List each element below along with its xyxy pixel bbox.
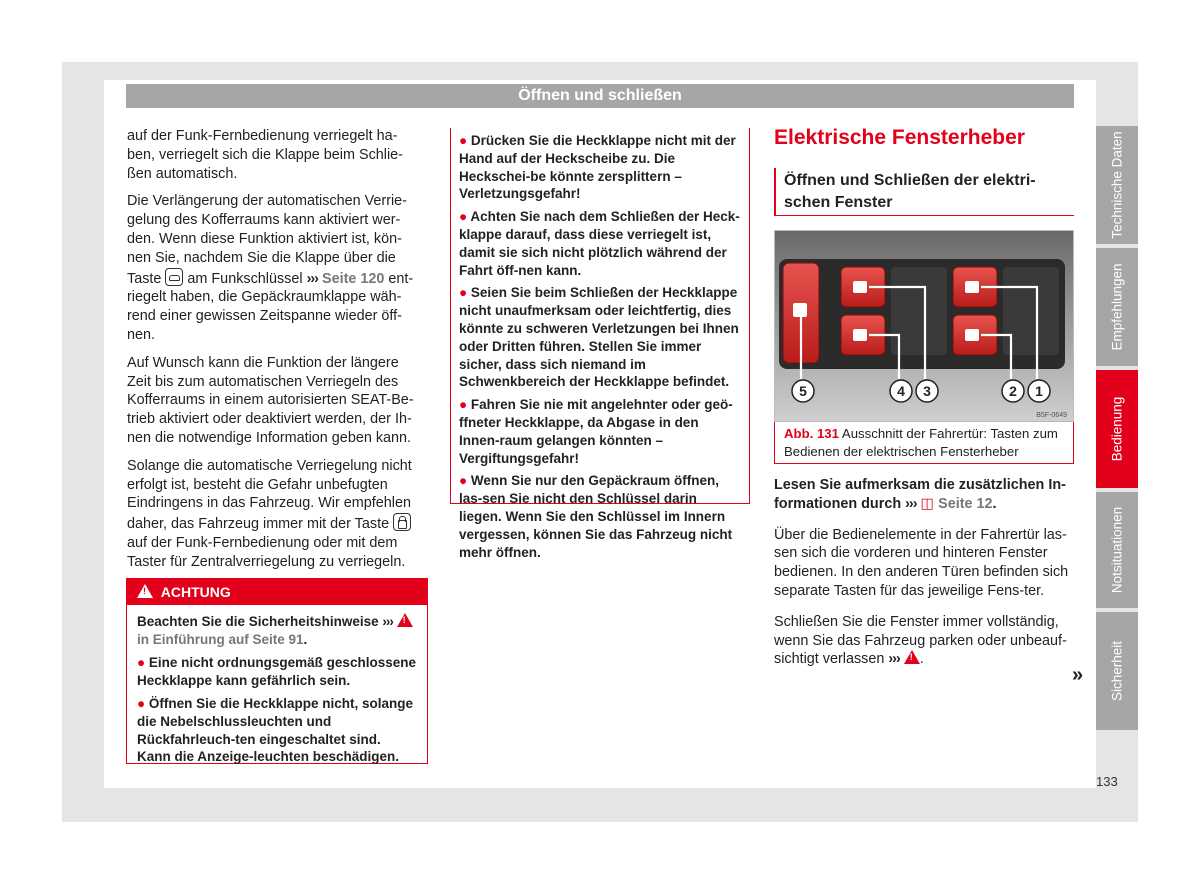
page-link[interactable]: Seite 120	[321, 270, 385, 287]
text: Solange die automatische Verriegelung nicht erfolgt ist, besteht die Gefahr unbefugten Eindringens in das Fahrzeug. Wir empfehlen daher, das Fahrzeug immer mit der Taste	[127, 457, 412, 533]
text: .	[303, 631, 308, 647]
figure-caption	[774, 422, 1074, 464]
paragraph	[774, 613, 1074, 669]
warning-bullet	[459, 472, 741, 561]
warning-triangle-icon	[904, 650, 920, 664]
text: .	[919, 651, 924, 668]
bullet-icon: ●	[459, 285, 468, 301]
bullet-icon: ●	[459, 473, 468, 489]
text: in	[137, 631, 149, 647]
chapter-title: Elektrische Fensterheber	[774, 126, 1025, 149]
text: ent-riegelt haben, die Gepäckraumklappe wäh-rend einer gewissen Zeitspanne wieder öff-nen.	[127, 270, 414, 343]
bullet-icon: ●	[459, 209, 468, 225]
tab-label: Sicherheit	[1109, 640, 1125, 702]
warning-continuation-box	[450, 128, 750, 560]
figure-number: Abb. 131	[784, 426, 839, 441]
paragraph	[127, 192, 424, 344]
warning-bullet	[137, 654, 417, 689]
page-link[interactable]: Einführung auf Seite 91	[152, 631, 304, 647]
callout-label: 2	[1009, 383, 1017, 399]
callout-label: 4	[897, 383, 905, 399]
column-right-text	[774, 476, 1074, 681]
tab-notsituationen[interactable]	[1096, 492, 1138, 608]
text: Seien Sie beim Schließen der Heckklappe nicht unaufmerksam oder leichtfertig, dies könnte zu schweren Verletzungen bei Ihnen oder Dritten führen. Stellen Sie immer sicher, dass sich niemand im Schwenkbereich der Heckklappe befindet.	[459, 285, 739, 390]
tab-label: Empfehlungen	[1109, 263, 1125, 351]
reference-arrows: ›››	[306, 270, 318, 287]
text: Beachten Sie die Sicherheitshinweise	[137, 614, 379, 629]
page-link[interactable]: Seite 12	[938, 495, 993, 512]
trunk-key-icon	[165, 268, 183, 286]
paragraph: Über die Bedienelemente in der Fahrertür las-sen sich die vorderen und hinteren Fenster bedienen. In den anderen Türen befinden sich separate Tasten für das jeweilige Fens-ter.	[774, 526, 1069, 599]
warning-bullet	[459, 208, 741, 279]
text: Schließen Sie die Fenster immer vollständig, wenn Sie das Fahrzeug parken oder unbeauf-sichtigt verlassen	[774, 613, 1067, 668]
warning-body	[127, 605, 427, 780]
continue-arrow-icon: »	[1072, 664, 1084, 686]
text: Die Verlängerung der automatischen Verrie-gelung des Kofferraums kann aktiviert wer-den. Wenn diese Funktion aktiviert ist, kön-nen Sie, nachdem Sie die Klappe über die Taste	[127, 193, 407, 287]
warning-triangle-icon	[137, 584, 153, 598]
caption-text: Ausschnitt der Fahrertür: Tasten zum Bedienen der elektrischen Fensterheber	[784, 426, 1058, 459]
section-subheading: Öffnen und Schließen der elektri-schen Fenster	[774, 168, 1074, 216]
warning-bullet	[459, 396, 741, 467]
tab-technische-daten[interactable]	[1096, 126, 1138, 244]
text: Fahren Sie nie mit angelehnter oder geö-ffneter Heckklappe, da Abgase in den Innen-raum gelangen könnten – Vergiftungsgefahr!	[459, 397, 733, 466]
warning-title: ACHTUNG	[160, 584, 231, 600]
text: Drücken Sie die Heckklappe nicht mit der Hand auf der Heckscheibe zu. Die Heckschei-be könnte zersplittern – Verletzungsgefahr!	[459, 133, 736, 202]
text: .	[992, 495, 997, 512]
bullet-icon: ●	[137, 655, 146, 671]
warning-triangle-icon	[397, 613, 413, 627]
reference-arrows: ›››	[905, 495, 917, 512]
tab-label: Technische Daten	[1109, 131, 1125, 239]
column-left	[127, 127, 424, 581]
reference-arrows: ›››	[888, 651, 900, 668]
paragraph: Auf Wunsch kann die Funktion der längere Zeit bis zum automatischen Verriegeln des Kofferraums in einem autorisierten SEAT-Be-trieb aktiviert oder deaktiviert werden, der Ih-nen die notwendige Information geben kann.	[127, 354, 414, 446]
tab-empfehlungen[interactable]	[1096, 248, 1138, 366]
callout-label: 5	[799, 383, 807, 399]
page-number: 133	[1096, 774, 1118, 789]
reference-arrows: ›››	[382, 614, 393, 629]
callout-label: 3	[923, 383, 931, 399]
tab-label: Notsituationen	[1109, 506, 1125, 594]
book-icon: ◫	[920, 495, 935, 512]
section-header: Öffnen und schließen	[126, 84, 1074, 108]
warning-intro	[137, 613, 417, 648]
warning-bullet	[459, 284, 741, 391]
warning-bullet	[137, 695, 417, 765]
tab-label: Bedienung	[1109, 396, 1125, 462]
bullet-icon: ●	[459, 133, 468, 148]
paragraph: auf der Funk-Fernbedienung verriegelt ha-ben, verriegelt sich die Klappe beim Schlie-ßen automatisch.	[127, 128, 403, 182]
figure-code: B5F-0649	[1036, 412, 1067, 419]
tab-sicherheit[interactable]	[1096, 612, 1138, 730]
bullet-icon: ●	[137, 696, 146, 712]
lock-key-icon	[393, 513, 411, 531]
text: Eine nicht ordnungsgemäß geschlossene Heckklappe kann gefährlich sein.	[137, 655, 416, 688]
text: auf der Funk-Fernbedienung oder mit dem Taster für Zentralverriegelung zu verriegeln.	[127, 534, 406, 570]
window-switch-illustration	[775, 231, 1073, 421]
bullet-icon: ●	[459, 397, 468, 413]
paragraph	[127, 457, 424, 572]
tab-bedienung[interactable]	[1096, 370, 1138, 488]
warning-header	[127, 579, 427, 605]
text: Öffnen Sie die Heckklappe nicht, solange die Nebelschlussleuchten und Rückfahrleuch-ten eingeschaltet sind. Kann die Anzeige-leuchten beschädigen.	[137, 696, 413, 765]
text: Achten Sie nach dem Schließen der Heck-klappe darauf, dass diese verriegelt ist, damit sie sich nicht plötzlich während der Fahrt öff-nen kann.	[459, 209, 740, 278]
warning-box	[126, 578, 428, 764]
text: Wenn Sie nur den Gepäckraum öffnen, las-sen Sie nicht den Schlüssel darin liegen. Wenn Sie den Schlüssel im Innern vergessen, können Sie das Fahrzeug nicht mehr öffnen.	[459, 473, 733, 560]
window-switch-figure	[774, 230, 1074, 422]
text: am Funkschlüssel	[187, 270, 303, 287]
read-note	[774, 476, 1074, 514]
callout-label: 1	[1035, 383, 1043, 399]
warning-bullet	[459, 132, 741, 203]
text: Lesen Sie aufmerksam die zusätzlichen In-formationen durch	[774, 477, 1066, 512]
